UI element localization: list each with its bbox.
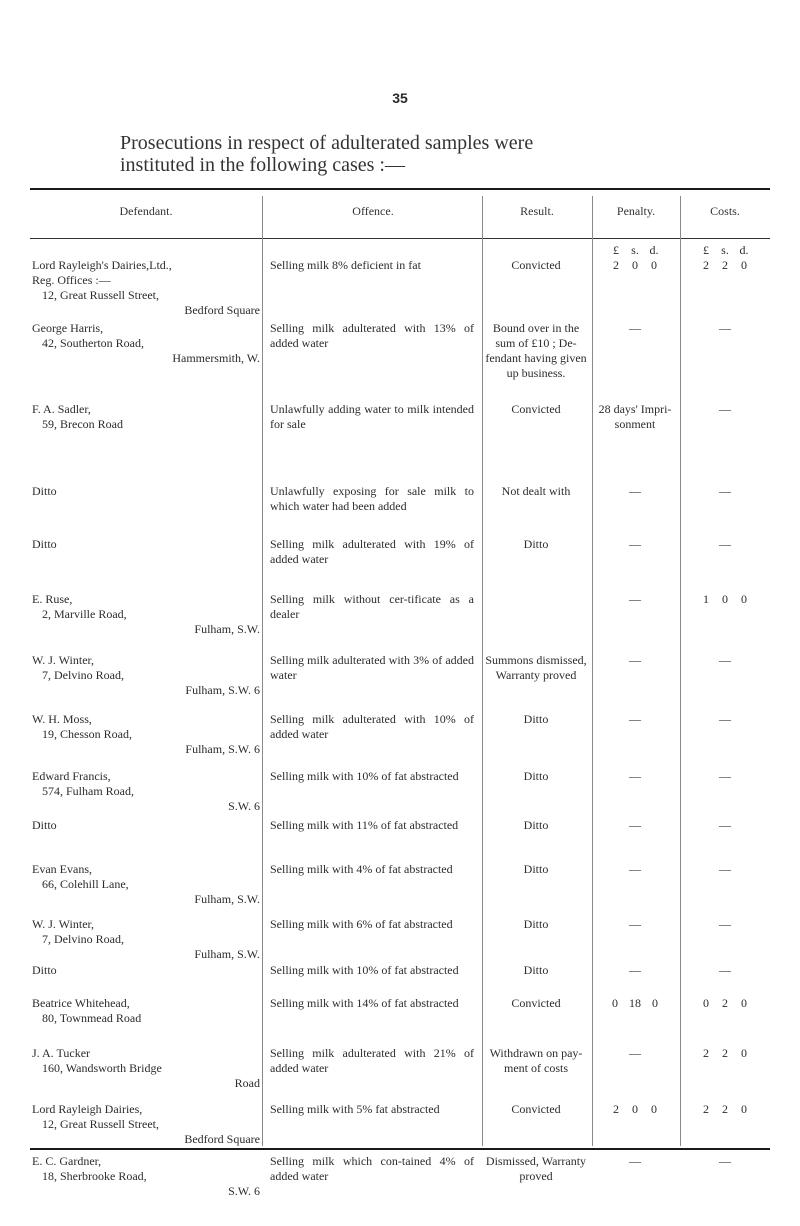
offence-cell: Selling milk with 14% of fat abstracted [270, 996, 459, 1010]
defendant-line: Road [234, 1076, 260, 1090]
costs-cell: — [719, 321, 731, 335]
penalty-cell: — [629, 592, 641, 606]
defendant-cell [32, 484, 260, 499]
costs-cell: — [719, 769, 731, 783]
penalty-cell: — [629, 537, 641, 551]
penalty-cell: — [629, 1154, 641, 1168]
defendant-cell [32, 769, 260, 814]
defendant-line: Fulham, S.W. 6 [185, 742, 260, 756]
defendant-line: Hammersmith, W. [172, 351, 260, 365]
intro-line-1: Prosecutions in respect of adulterated samples were [120, 132, 534, 154]
defendant-line: 12, Great Russell Street, [42, 1117, 159, 1131]
defendant-cell [32, 818, 260, 833]
offence-cell: Selling milk adulterated with 21% of added water [270, 1046, 474, 1075]
costs-amount: 2 [722, 1046, 728, 1060]
costs-amount: 0 [703, 996, 709, 1010]
defendant-line: Fulham, S.W. 6 [185, 683, 260, 697]
defendant-line: Ditto [32, 484, 57, 498]
defendant-line: Lord Rayleigh Dairies, [32, 1102, 143, 1116]
offence-cell: Selling milk with 11% of fat abstracted [270, 818, 459, 832]
defendant-line: George Harris, [32, 321, 104, 335]
result-cell: Summons dismissed, Warranty proved [485, 653, 587, 682]
costs-amount: 0 [741, 1102, 747, 1116]
offence-cell: Unlawfully adding water to milk intended for sale [270, 402, 474, 431]
defendant-cell [32, 1102, 260, 1147]
penalty-cell: — [629, 653, 641, 667]
column-divider [482, 196, 483, 1146]
penalty-amount: 2 [613, 258, 619, 272]
defendant-line: 59, Brecon Road [42, 417, 123, 431]
result-cell: Ditto [523, 963, 549, 977]
offence-cell: Selling milk with 10% of fat abstracted [270, 963, 459, 977]
costs-cell [682, 1046, 768, 1061]
result-cell: Ditto [523, 769, 549, 783]
defendant-line: F. A. Sadler, [32, 402, 91, 416]
defendant-line: S.W. 6 [228, 1184, 260, 1198]
result-cell: Not dealt with [501, 484, 571, 498]
penalty-cell: 28 days' Impri-sonment [598, 402, 672, 431]
header-costs: Costs. [710, 204, 740, 218]
defendant-line: W. J. Winter, [32, 917, 95, 931]
result-cell: Dismissed, Warranty proved [485, 1154, 587, 1183]
header-penalty: Penalty. [616, 204, 656, 218]
header-result: Result. [520, 204, 554, 218]
defendant-line: Ditto [32, 963, 57, 977]
penalty-units: £ s. d. [613, 243, 659, 257]
defendant-line: 18, Sherbrooke Road, [42, 1169, 147, 1183]
costs-cell: — [719, 484, 731, 498]
defendant-line: 2, Marville Road, [42, 607, 127, 621]
defendant-cell [32, 402, 260, 432]
result-cell: Convicted [511, 258, 561, 272]
penalty-cell: — [629, 484, 641, 498]
defendant-cell [32, 537, 260, 552]
costs-cell: — [719, 537, 731, 551]
result-cell: Convicted [511, 402, 561, 416]
defendant-line: Fulham, S.W. [194, 622, 260, 636]
costs-amount: 2 [722, 258, 728, 272]
defendant-line: Beatrice Whitehead, [32, 996, 130, 1010]
costs-amount: 0 [741, 996, 747, 1010]
offence-cell: Selling milk without cer-tificate as a dealer [270, 592, 474, 621]
offence-cell: Selling milk adulterated with 3% of added water [270, 653, 474, 682]
result-cell: Convicted [511, 1102, 561, 1116]
costs-amount: 2 [722, 1102, 728, 1116]
column-divider [680, 196, 681, 1146]
offence-cell: Selling milk with 4% of fat abstracted [270, 862, 453, 876]
costs-cell [682, 996, 768, 1011]
penalty-cell [594, 258, 676, 273]
penalty-amount: 0 [651, 258, 657, 272]
penalty-cell [594, 996, 676, 1011]
defendant-line: Lord Rayleigh's Dairies,Ltd., [32, 258, 172, 272]
costs-amount: 2 [703, 1102, 709, 1116]
defendant-line: E. Ruse, [32, 592, 73, 606]
intro-text [120, 132, 720, 176]
penalty-cell: — [629, 1046, 641, 1060]
costs-units: £ s. d. [703, 243, 749, 257]
costs-amount: 2 [722, 996, 728, 1010]
header-defendant: Defendant. [119, 204, 173, 218]
costs-amount: 0 [741, 592, 747, 606]
defendant-line: E. C. Gardner, [32, 1154, 102, 1168]
penalty-amount: 2 [613, 1102, 619, 1116]
defendant-cell [32, 258, 260, 318]
result-cell: Ditto [523, 862, 549, 876]
defendant-line: S.W. 6 [228, 799, 260, 813]
table-top-rule [30, 188, 770, 190]
defendant-line: 42, Southerton Road, [42, 336, 144, 350]
penalty-cell [594, 1102, 676, 1117]
defendant-line: Reg. Offices :— [32, 273, 111, 287]
intro-line-2: instituted in the following cases :— [120, 154, 405, 176]
penalty-cell: — [629, 818, 641, 832]
defendant-line: Edward Francis, [32, 769, 111, 783]
result-cell: Ditto [523, 712, 549, 726]
offence-cell: Selling milk which con-tained 4% of added water [270, 1154, 474, 1183]
defendant-cell [32, 592, 260, 637]
defendant-line: 66, Colehill Lane, [42, 877, 129, 891]
defendant-line: J. A. Tucker [32, 1046, 91, 1060]
defendant-line: Ditto [32, 818, 57, 832]
defendant-cell [32, 917, 260, 962]
result-cell: Convicted [511, 996, 561, 1010]
table-bottom-rule [30, 1148, 770, 1150]
costs-amount: 0 [741, 1046, 747, 1060]
costs-cell: — [719, 1154, 731, 1168]
defendant-cell [32, 963, 260, 978]
defendant-line: 7, Delvino Road, [42, 668, 124, 682]
offence-cell: Selling milk with 6% of fat abstracted [270, 917, 453, 931]
defendant-cell [32, 1046, 260, 1091]
penalty-amount: 0 [612, 996, 618, 1010]
offence-cell: Selling milk adulterated with 10% of added water [270, 712, 474, 741]
defendant-cell [32, 1154, 260, 1199]
defendant-line: W. H. Moss, [32, 712, 92, 726]
penalty-amount: 0 [632, 258, 638, 272]
offence-cell: Selling milk 8% deficient in fat [270, 258, 421, 272]
costs-cell [682, 258, 768, 273]
penalty-amount: 0 [632, 1102, 638, 1116]
penalty-cell: — [629, 862, 641, 876]
defendant-line: Bedford Square [184, 303, 260, 317]
offence-cell: Selling milk with 5% fat abstracted [270, 1102, 440, 1116]
costs-amount: 0 [722, 592, 728, 606]
penalty-amount: 18 [629, 996, 641, 1010]
penalty-cell: — [629, 321, 641, 335]
offence-cell: Unlawfully exposing for sale milk to which water had been added [270, 484, 474, 513]
costs-cell: — [719, 712, 731, 726]
costs-cell: — [719, 653, 731, 667]
defendant-line: Fulham, S.W. [194, 947, 260, 961]
penalty-amount: 0 [652, 996, 658, 1010]
penalty-amount: 0 [651, 1102, 657, 1116]
costs-cell: — [719, 963, 731, 977]
table-header-rule [30, 238, 770, 239]
result-cell: Withdrawn on pay-ment of costs [489, 1046, 583, 1075]
result-cell: Ditto [523, 917, 549, 931]
costs-cell: — [719, 402, 731, 416]
defendant-line: Fulham, S.W. [194, 892, 260, 906]
defendant-cell [32, 321, 260, 366]
penalty-cell: — [629, 769, 641, 783]
offence-cell: Selling milk with 10% of fat abstracted [270, 769, 459, 783]
defendant-line: 7, Delvino Road, [42, 932, 124, 946]
costs-cell: — [719, 862, 731, 876]
defendant-line: 80, Townmead Road [42, 1011, 142, 1025]
defendant-line: 574, Fulham Road, [42, 784, 134, 798]
costs-amount: 2 [703, 258, 709, 272]
defendant-cell [32, 862, 260, 907]
offence-cell: Selling milk adulterated with 13% of added water [270, 321, 474, 350]
defendant-line: Evan Evans, [32, 862, 92, 876]
costs-cell: — [719, 818, 731, 832]
column-divider [592, 196, 593, 1146]
header-offence: Offence. [352, 204, 394, 218]
result-cell: Ditto [523, 818, 549, 832]
defendant-line: 12, Great Russell Street, [42, 288, 159, 302]
defendant-line: 160, Wandsworth Bridge [42, 1061, 162, 1075]
costs-cell [682, 1102, 768, 1117]
penalty-cell: — [629, 712, 641, 726]
costs-cell: — [719, 917, 731, 931]
result-cell: Bound over in the sum of £10 ; De-fendant having given up business. [485, 321, 587, 380]
penalty-cell: — [629, 963, 641, 977]
defendant-cell [32, 653, 260, 698]
result-cell: Ditto [523, 537, 549, 551]
penalty-cell: — [629, 917, 641, 931]
defendant-cell [32, 712, 260, 757]
page-number: 35 [392, 90, 408, 106]
offence-cell: Selling milk adulterated with 19% of added water [270, 537, 474, 566]
defendant-line: 19, Chesson Road, [42, 727, 132, 741]
costs-amount: 2 [703, 1046, 709, 1060]
defendant-cell [32, 996, 260, 1026]
defendant-line: Bedford Square [184, 1132, 260, 1146]
costs-cell [682, 592, 768, 607]
defendant-line: W. J. Winter, [32, 653, 95, 667]
costs-amount: 1 [703, 592, 709, 606]
column-divider [262, 196, 263, 1146]
costs-amount: 0 [741, 258, 747, 272]
defendant-line: Ditto [32, 537, 57, 551]
